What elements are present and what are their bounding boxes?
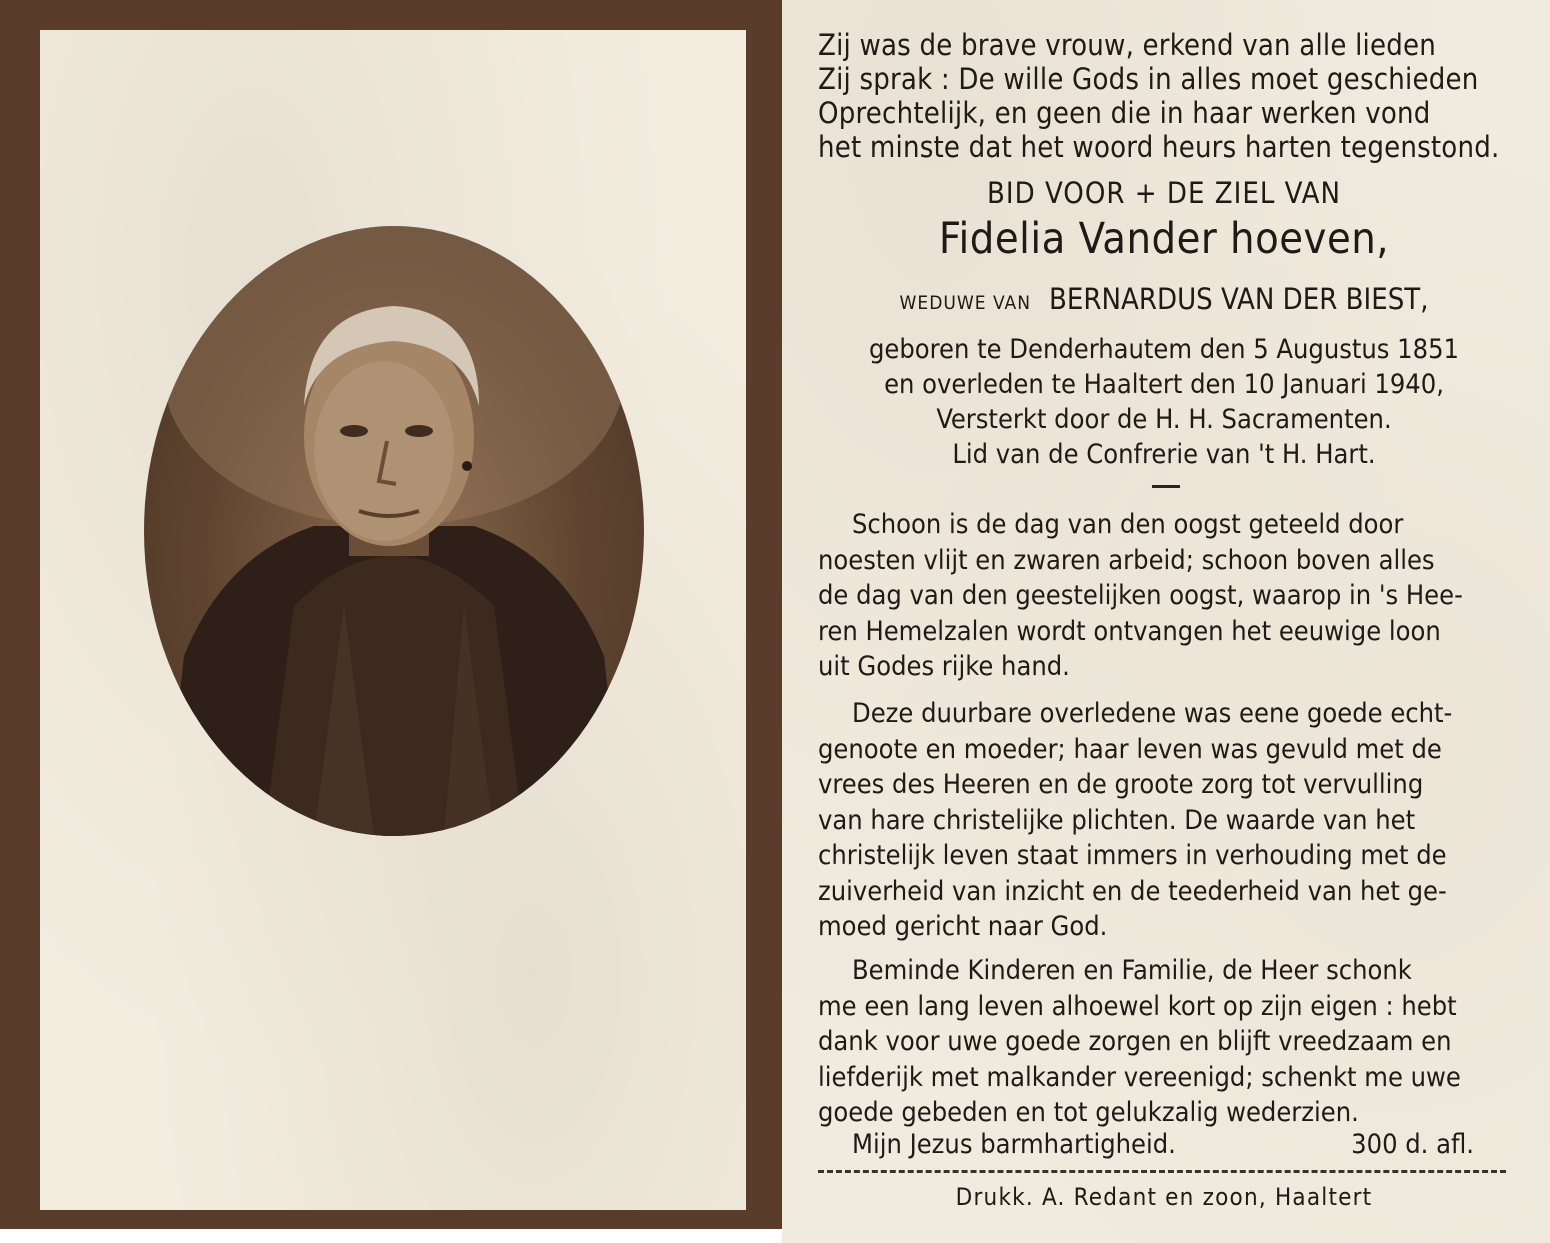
- paragraph-line: noesten vlijt en zwaren arbeid; schoon boven alles: [818, 544, 1435, 576]
- printer-credit: Drukk. A. Redant en zoon, Haaltert: [955, 1183, 1373, 1211]
- paragraph-line: christelijk leven staat immers in verhouding met de: [818, 840, 1447, 871]
- poem-line: het minste dat het woord heurs harten tegenstond.: [818, 130, 1500, 164]
- confraternity-line: Lid van de Confrerie van 't H. Hart.: [952, 439, 1376, 470]
- paragraph-line: zuiverheid van inzicht en de teederheid van het ge-: [818, 875, 1447, 907]
- paragraph-line: vrees des Heeren en de groote zorg tot vervulling: [818, 769, 1424, 800]
- birth-line: geboren te Denderhautem den 5 Augustus 1851: [869, 334, 1459, 365]
- deceased-name: Fidelia Vander hoeven,: [938, 214, 1390, 264]
- separator-dash: [1152, 485, 1180, 488]
- paragraph-line: Deze duurbare overledene was eene goede echt-: [852, 698, 1453, 729]
- paragraph-line: uit Godes rijke hand.: [818, 651, 1070, 682]
- widow-label: WEDUWE VAN: [899, 292, 1031, 314]
- dashed-divider: [818, 1170, 1506, 1173]
- closing-prayer: Mijn Jezus barmhartigheid.: [852, 1129, 1176, 1160]
- paragraph-character: [818, 696, 1510, 945]
- paragraph-farewell: [818, 953, 1510, 1131]
- paragraph-line: ren Hemelzalen wordt ontvangen het eeuwige loon: [818, 615, 1441, 647]
- prayer-heading: BID VOOR + DE ZIEL VAN: [987, 176, 1341, 210]
- poem-line: Zij sprak : De wille Gods in alles moet geschieden: [818, 62, 1479, 96]
- poem-line: Oprechtelijk, en geen die in haar werken vond: [818, 96, 1431, 130]
- life-facts: [818, 332, 1510, 472]
- paragraph-line: dank voor uwe goede zorgen en blijft vreedzaam en: [818, 1026, 1452, 1057]
- paragraph-line: moed gericht naar God.: [818, 911, 1108, 942]
- paragraph-line: de dag van den geestelijken oogst, waarop in 's Hee-: [818, 580, 1463, 611]
- indulgence-note: 300 d. afl.: [1351, 1129, 1474, 1160]
- paragraph-harvest: [818, 507, 1510, 685]
- memorial-poem: [818, 28, 1510, 164]
- memorial-text-panel: [782, 0, 1550, 1243]
- poem-line: Zij was de brave vrouw, erkend van alle lieden: [818, 28, 1437, 62]
- portrait-figure: [144, 226, 644, 836]
- paragraph-line: genoote en moeder; haar leven was gevuld met de: [818, 733, 1442, 765]
- paragraph-line: Schoon is de dag van den oogst geteeld door: [852, 509, 1404, 540]
- paragraph-line: goede gebeden en tot gelukzalig wederzien.: [818, 1097, 1359, 1128]
- sacraments-line: Versterkt door de H. H. Sacramenten.: [936, 404, 1392, 435]
- portrait-photo: [144, 226, 644, 836]
- paragraph-line: van hare christelijke plichten. De waarde van het: [818, 804, 1416, 836]
- paragraph-line: me een lang leven alhoewel kort op zijn eigen : hebt: [818, 990, 1457, 1022]
- death-line: en overleden te Haaltert den 10 Januari 1940,: [884, 369, 1444, 400]
- paragraph-line: liefderijk met malkander vereenigd; schenkt me uwe: [818, 1061, 1461, 1093]
- photo-card: [40, 30, 746, 1210]
- paragraph-line: Beminde Kinderen en Familie, de Heer schonk: [852, 955, 1412, 986]
- widow-line: [818, 282, 1510, 316]
- spouse-name: BERNARDUS VAN DER BIEST,: [1048, 282, 1429, 316]
